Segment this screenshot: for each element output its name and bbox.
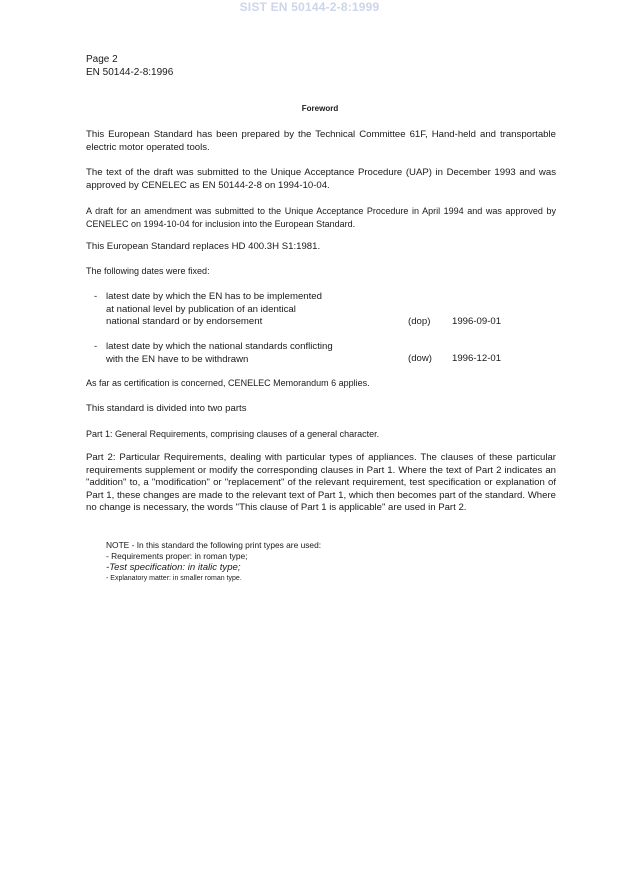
page-header [86,53,173,79]
foreword-title: Foreword [301,104,339,113]
note-intro: NOTE - In this standard the following print types are used: [106,540,322,550]
paragraph-certification: As far as certification is concerned, CENELEC Memorandum 6 applies. [86,378,370,388]
standard-id: EN 50144-2-8:1996 [86,67,174,78]
print-types-note [106,540,321,584]
date-line: national standard or by endorsement [106,316,263,327]
date-line: latest date by which the EN has to be implemented [106,291,322,302]
date-line: with the EN have to be withdrawn [106,353,249,365]
note-roman: - Requirements proper: in roman type; [106,551,248,561]
page-number: Page 2 [86,54,118,65]
paragraph-parts: This standard is divided into two parts [86,403,247,414]
date-line: latest date by which the national standards conflicting [106,341,333,352]
date-value-dow: 1996-12-01 [452,353,502,364]
note-italic: -Test specification: in italic type; [106,562,241,573]
paragraph-dates-intro: The following dates were fixed: [86,266,210,276]
paragraph-draft: The text of the draft was submitted to the Unique Acceptance Procedure (UAP) in December 1993 and was approved by CENELEC as EN 50144-2-8 on 1994-10-04. [86,167,556,191]
paragraph-amendment: A draft for an amendment was submitted to the Unique Acceptance Procedure in April 1994 and was approved by CENELEC on 1994-10-04 for inclusion into the European Standard. [86,206,556,229]
watermark: SIST EN 50144-2-8:1999 [239,0,380,14]
paragraph-part2: Part 2: Particular Requirements, dealing with particular types of appliances. The clauses of these particular requirements supplement or modify the corresponding clauses in Part 1. Where the text of Part 2 indicates an "addition" to, a "modification" or "replacement" of the relevant requirement, test specification or explanation of Part 1, these changes are made to the relevant text of Part 1, which then becomes part of the standard. Where no change is necessary, the words "This clause of Part 1 is applicable" are used in Part 2. [86,452,556,513]
paragraph-replaces: This European Standard replaces HD 400.3H S1:1981. [86,241,321,252]
date-abbr-dow: (dow) [408,353,432,364]
paragraph-committee: This European Standard has been prepared by the Technical Committee 61F, Hand-held and transportable electric motor operated tools. [86,129,556,153]
date-line: at national level by publication of an identical [106,303,296,315]
paragraph-part1: Part 1: General Requirements, comprising clauses of a general character. [86,429,380,439]
list-dash: - [94,341,98,352]
date-value-dop: 1996-09-01 [452,316,502,327]
note-small: - Explanatory matter: in smaller roman type. [106,575,242,582]
date-abbr-dop: (dop) [408,316,431,327]
list-dash: - [94,291,98,302]
